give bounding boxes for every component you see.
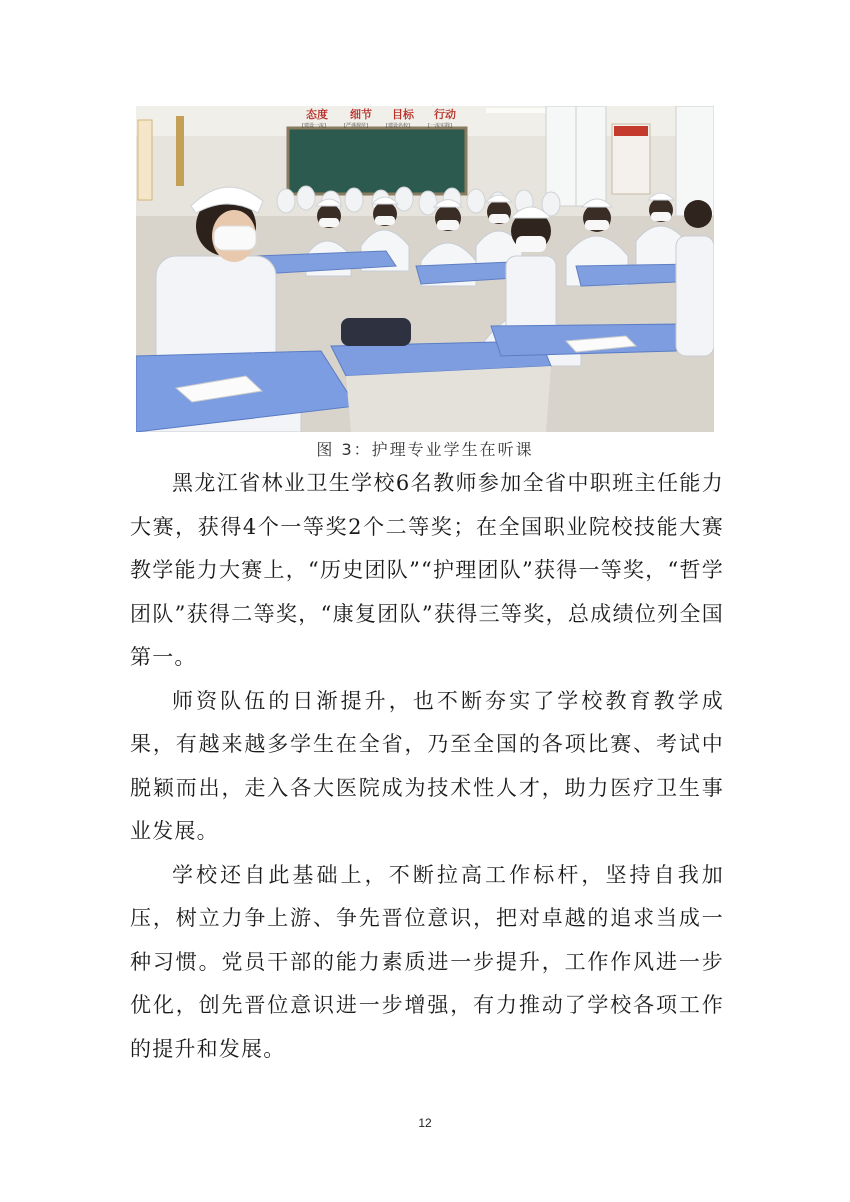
banner-slogan-2: 细节 xyxy=(350,108,372,121)
classroom-photo xyxy=(136,106,714,432)
banner-sub-2: [严谨规范] xyxy=(344,123,368,129)
paragraph-2: 师资队伍的日渐提升，也不断夯实了学校教育教学成果，有越来越多学生在全省，乃至全国的各项比赛、考试中脱颖而出，走入各大医院成为技术性人才，助力医疗卫生事业发展。 xyxy=(130,688,724,843)
page-number: 12 xyxy=(418,1116,432,1130)
banner-slogan-1: 态度 xyxy=(306,108,328,121)
banner-slogan-4: 行动 xyxy=(434,108,456,121)
paragraph-1: 黑龙江省林业卫生学校6名教师参加全省中职班主任能力大赛，获得4个一等奖2个二等奖；在全国职业院校技能大赛教学能力大赛上，“历史团队”“护理团队”获得一等奖，“哲学团队”获得二等奖，“康复团队”获得三等奖，总成绩位列全国第一。 xyxy=(130,471,724,669)
banner-sub-3: [建设名校] xyxy=(386,123,410,129)
paragraph-3: 学校还自此基础上，不断拉高工作标杆，坚持自我加压，树立力争上游、争先晋位意识，把对卓越的追求当成一种习惯。党员干部的能力素质进一步提升，工作作风进一步优化，创先晋位意识进一步增强，有力推动了学校各项工作的提升和发展。 xyxy=(130,862,724,1061)
banner-slogan-3: 目标 xyxy=(392,108,414,121)
banner-sub-4: [一流实践] xyxy=(428,123,452,129)
article-body xyxy=(130,462,724,1071)
banner-sub-1: [建设一流] xyxy=(302,123,326,129)
figure-caption: 图 3：护理专业学生在听课 xyxy=(316,440,534,459)
